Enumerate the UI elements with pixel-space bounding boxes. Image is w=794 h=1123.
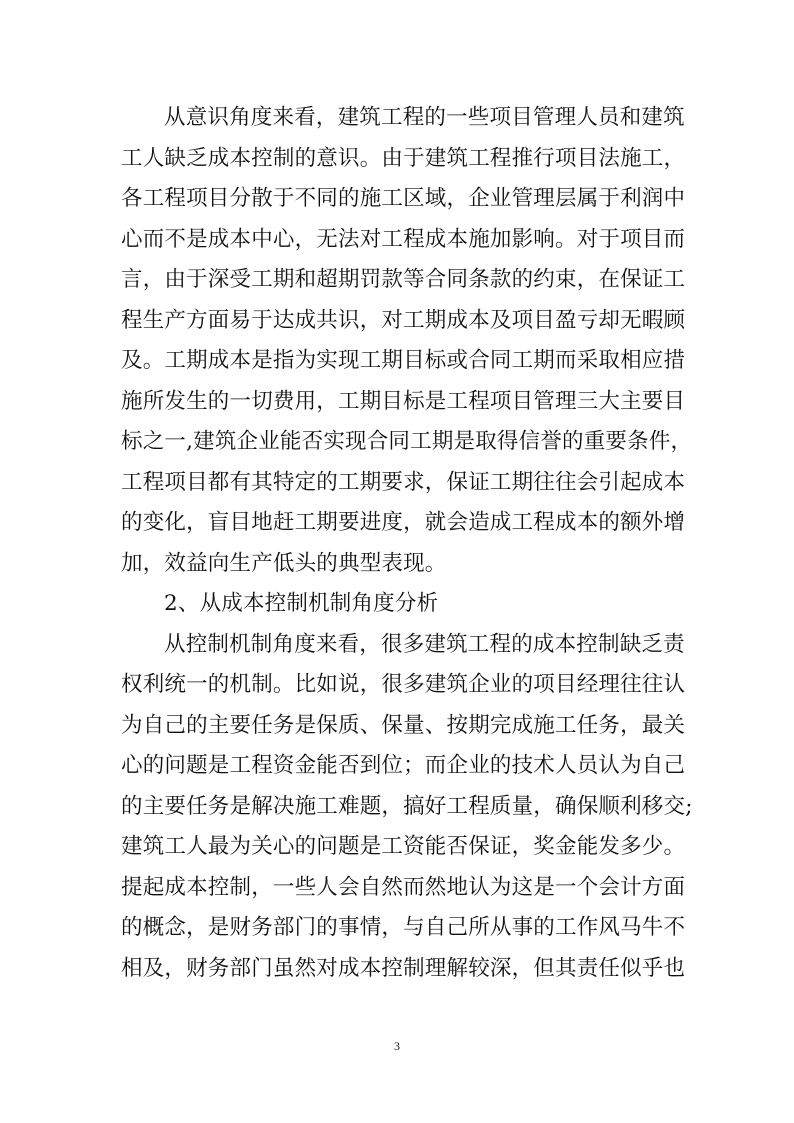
page-number: 3	[394, 1039, 400, 1053]
paragraph-1-line-3: 各工程项目分散于不同的施工区域，企业管理层属于利润中	[121, 186, 686, 211]
body-text	[121, 98, 693, 989]
paragraph-2-line-5: 的主要任务是解决施工难题，搞好工程质量，确保顺利移交;	[121, 793, 693, 819]
paragraph-1-line-8: 施所发生的一切费用，工期目标是工程项目管理三大主要目	[121, 388, 686, 414]
paragraph-2-line-9: 相及，财务部门虽然对成本控制理解较深，但其责任似乎也	[121, 955, 686, 981]
paragraph-1-line-12: 加，效益向生产低头的典型表现。	[121, 550, 447, 576]
paragraph-2-line-6: 建筑工人最为关心的问题是工资能否保证，奖金能发多少。	[121, 834, 686, 859]
paragraph-1-line-11: 的变化，盲目地赶工期要进度，就会造成工程成本的额外增	[121, 510, 686, 535]
section-heading: 2、从成本控制机制角度分析	[164, 591, 439, 616]
paragraph-1-line-2: 工人缺乏成本控制的意识。由于建筑工程推行项目法施工，	[121, 145, 686, 171]
paragraph-2-line-7: 提起成本控制，一些人会自然而然地认为这是一个会计方面	[121, 874, 686, 900]
paragraph-1-line-1: 从意识角度来看，建筑工程的一些项目管理人员和建筑	[164, 105, 685, 130]
paragraph-2-line-8: 的概念，是财务部门的事情，与自己所从事的工作风马牛不	[121, 915, 686, 940]
paragraph-1-line-9: 标之一,建筑企业能否实现合同工期是取得信誉的重要条件，	[121, 429, 693, 454]
paragraph-2-line-2: 权利统一的机制。比如说，很多建筑企业的项目经理往往认	[121, 672, 686, 697]
paragraph-1-line-6: 程生产方面易于达成共识，对工期成本及项目盈亏却无暇顾	[121, 307, 686, 333]
paragraph-1-line-4: 心而不是成本中心，无法对工程成本施加影响。对于项目而	[121, 226, 686, 252]
paragraph-1-line-10: 工程项目都有其特定的工期要求，保证工期往往会引起成本	[121, 469, 686, 495]
paragraph-2-line-4: 心的问题是工程资金能否到位；而企业的技术人员认为自己	[121, 753, 686, 778]
paragraph-2-line-3: 为自己的主要任务是保质、保量、按期完成施工任务，最关	[121, 712, 686, 738]
paragraph-1-line-7: 及。工期成本是指为实现工期目标或合同工期而采取相应措	[121, 348, 686, 373]
paragraph-2-line-1: 从控制机制角度来看，很多建筑工程的成本控制缺乏责	[164, 631, 685, 657]
paragraph-1-line-5: 言，由于深受工期和超期罚款等合同条款的约束，在保证工	[121, 267, 686, 292]
